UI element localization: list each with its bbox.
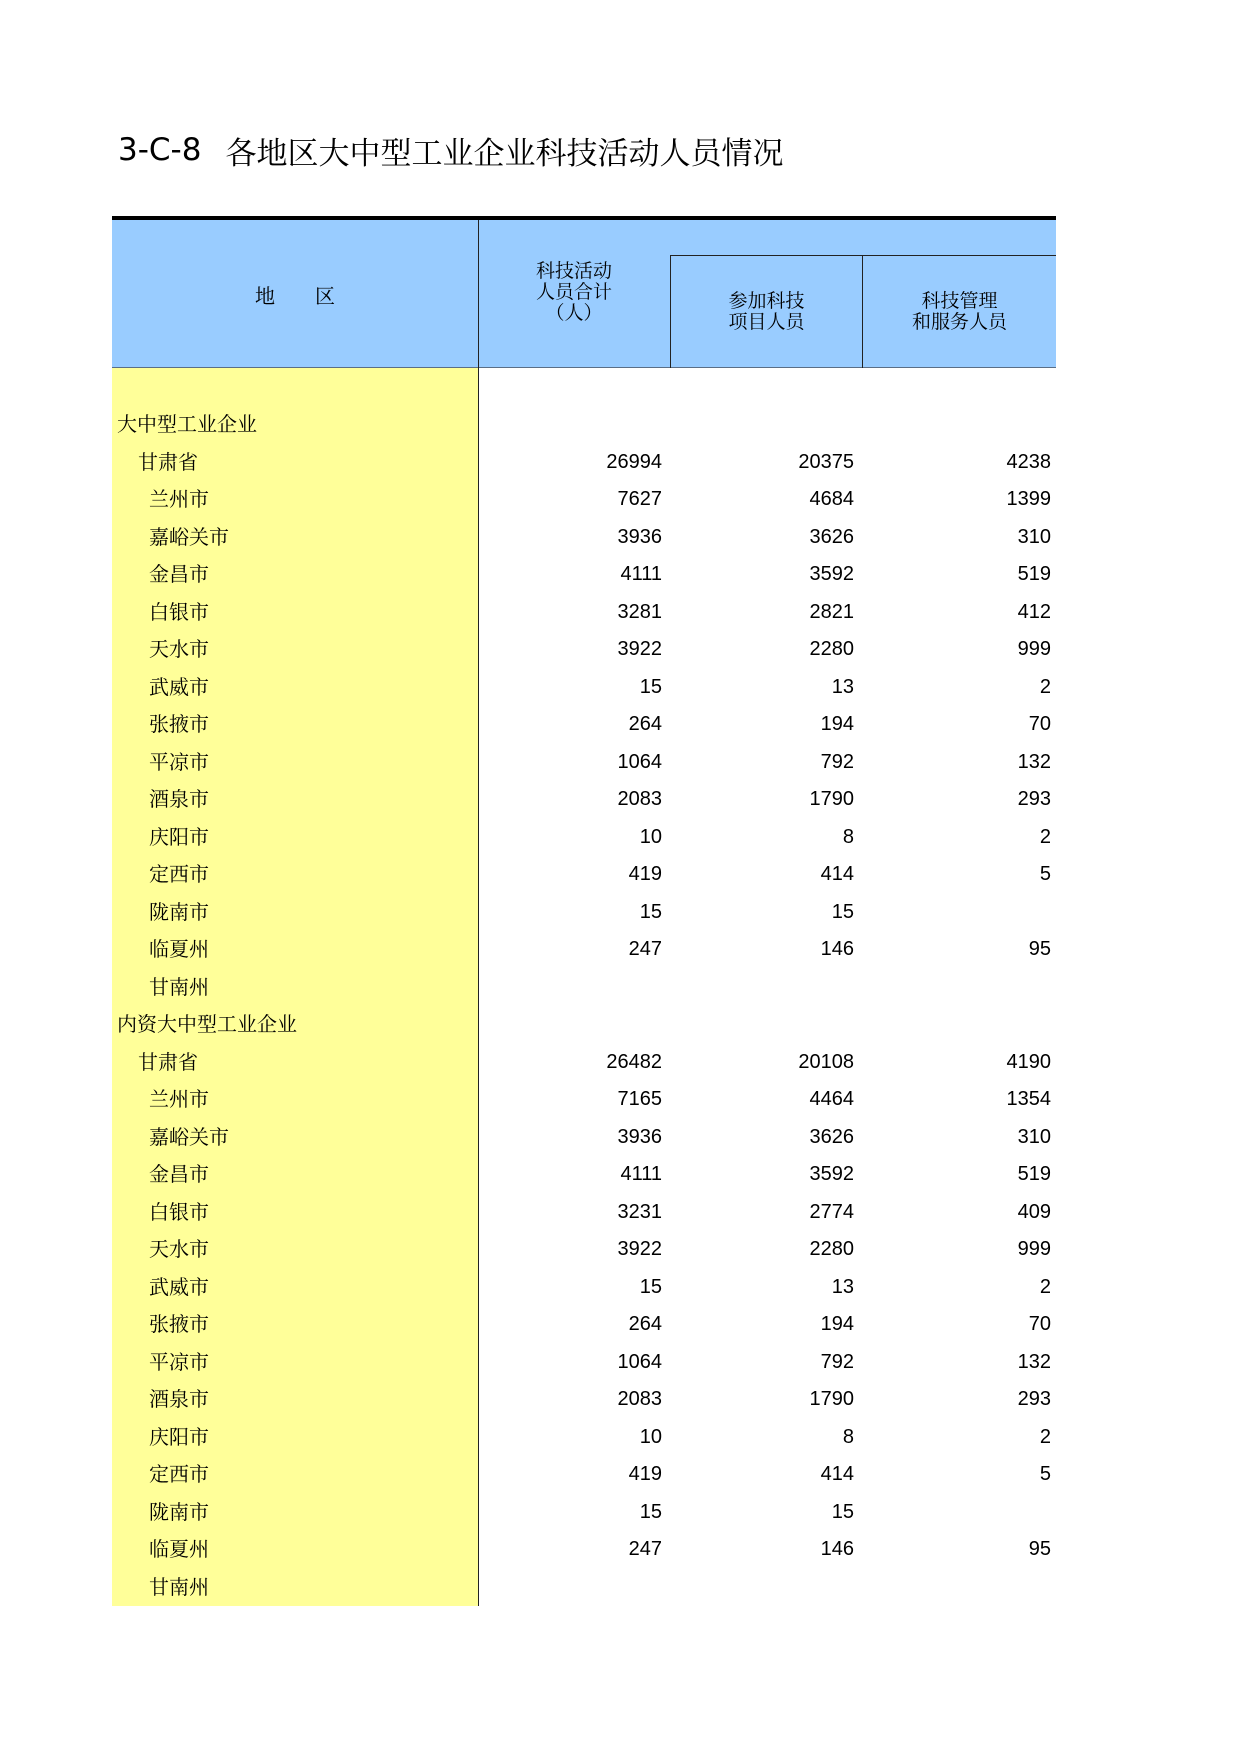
- management-value: [864, 1569, 1051, 1606]
- management-value: 999: [1017, 638, 1051, 660]
- total-value: 15: [639, 675, 662, 698]
- table-row: [112, 819, 1056, 856]
- table-row: [112, 706, 1056, 743]
- management-value: [864, 894, 1051, 931]
- table-row: [112, 1569, 1056, 1606]
- management-value: 5: [1039, 863, 1051, 885]
- header-project-line: 项目人员: [728, 311, 805, 333]
- total-value: [479, 969, 662, 1006]
- region-label: 嘉峪关市: [149, 1124, 229, 1149]
- region-label: 嘉峪关市: [149, 524, 229, 549]
- region-label: 庆阳市: [149, 824, 209, 849]
- project-value: 20375: [798, 450, 854, 473]
- table-row: [112, 969, 1056, 1006]
- project-value: [672, 1569, 854, 1606]
- table-row: [112, 594, 1056, 631]
- project-value: 8: [842, 825, 854, 848]
- management-value: [864, 969, 1051, 1006]
- total-value: 1064: [617, 750, 662, 773]
- project-value: 13: [831, 1275, 854, 1298]
- table-row: [112, 631, 1056, 668]
- region-label: 定西市: [149, 862, 209, 886]
- total-value: 3922: [617, 1238, 662, 1260]
- total-value: 1064: [617, 1350, 662, 1373]
- table-row: [112, 669, 1056, 706]
- header-total-line: 人员合计: [535, 280, 612, 303]
- total-value: 10: [639, 1425, 662, 1448]
- project-value: 792: [820, 750, 854, 773]
- region-label: 白银市: [149, 1199, 209, 1224]
- header-total-line: （人）: [545, 301, 603, 324]
- table-row: [112, 931, 1056, 968]
- region-label: 平凉市: [149, 1349, 209, 1374]
- project-value: 3626: [809, 1125, 854, 1148]
- region-label: 临夏州: [149, 1537, 209, 1561]
- region-label: 临夏州: [149, 937, 209, 961]
- management-value: 310: [1017, 525, 1051, 548]
- management-value: [864, 406, 1051, 443]
- header-total: [478, 256, 670, 328]
- table-row: [112, 1306, 1056, 1343]
- region-label: 兰州市: [149, 1087, 209, 1111]
- region-label: 甘南州: [149, 974, 209, 999]
- region-label: 甘南州: [149, 1574, 209, 1599]
- page-title: [118, 128, 783, 172]
- table-row: [112, 1081, 1056, 1118]
- project-value: 15: [831, 900, 854, 923]
- header-project: [671, 256, 862, 368]
- region-label: 内资大中型工业企业: [117, 1012, 297, 1036]
- region-label: 白银市: [149, 599, 209, 624]
- total-value: [479, 406, 662, 443]
- total-value: 4111: [620, 563, 662, 585]
- management-value: [864, 1494, 1051, 1531]
- table-row: [112, 481, 1056, 518]
- total-value: 247: [628, 938, 662, 960]
- project-value: 1790: [809, 788, 854, 810]
- project-value: 1790: [809, 1388, 854, 1410]
- table-row: [112, 1231, 1056, 1268]
- project-value: 194: [820, 713, 854, 735]
- region-label: 酒泉市: [149, 787, 209, 811]
- header-region-char: 地: [255, 283, 275, 308]
- region-label: 武威市: [149, 674, 209, 699]
- project-value: [672, 1006, 854, 1043]
- management-value: 132: [1017, 1350, 1051, 1373]
- project-value: 792: [820, 1350, 854, 1373]
- project-value: 2280: [809, 1238, 854, 1260]
- management-value: 70: [1028, 1313, 1051, 1335]
- table-row: [112, 1381, 1056, 1418]
- project-value: 4684: [809, 488, 854, 510]
- table-row: [112, 1006, 1056, 1043]
- table-row: [112, 556, 1056, 593]
- header-region: [112, 220, 478, 368]
- table-row: [112, 406, 1056, 443]
- header-management-line: 科技管理: [921, 290, 998, 312]
- total-value: 26994: [606, 450, 662, 473]
- management-value: 5: [1039, 1463, 1051, 1485]
- header-project-line: 参加科技: [728, 290, 805, 312]
- total-value: 264: [628, 713, 662, 735]
- total-value: 26482: [606, 1050, 662, 1073]
- region-label: 定西市: [149, 1462, 209, 1486]
- project-value: 2821: [809, 600, 854, 623]
- header-management-line: 和服务人员: [911, 311, 1007, 333]
- region-label: 酒泉市: [149, 1387, 209, 1411]
- table-row: [112, 519, 1056, 556]
- region-label: 金昌市: [149, 562, 209, 586]
- management-value: 132: [1017, 750, 1051, 773]
- management-value: 293: [1017, 788, 1051, 810]
- table-row: [112, 1419, 1056, 1456]
- total-value: 7165: [617, 1088, 662, 1110]
- total-value: 264: [628, 1313, 662, 1335]
- table-row: [112, 1119, 1056, 1156]
- table-row: [112, 856, 1056, 893]
- table-row: [112, 744, 1056, 781]
- management-value: 2: [1039, 1275, 1051, 1298]
- project-value: 20108: [798, 1050, 854, 1073]
- region-label: 天水市: [149, 637, 209, 661]
- table-row: [112, 444, 1056, 481]
- total-value: 419: [628, 863, 662, 885]
- region-label: 大中型工业企业: [117, 412, 257, 436]
- header-management: [863, 256, 1056, 368]
- total-value: 10: [639, 825, 662, 848]
- region-label: 甘肃省: [138, 449, 198, 474]
- management-value: 1399: [1006, 488, 1051, 510]
- table-row: [112, 1344, 1056, 1381]
- region-label: 兰州市: [149, 487, 209, 511]
- management-value: 95: [1028, 938, 1051, 960]
- header-total-line: 科技活动: [535, 259, 612, 282]
- management-value: 519: [1017, 1163, 1051, 1185]
- total-value: 4111: [620, 1163, 662, 1185]
- management-value: [864, 1006, 1051, 1043]
- total-value: 3231: [617, 1200, 662, 1223]
- table-row: [112, 781, 1056, 818]
- table-row: [112, 1269, 1056, 1306]
- project-value: [672, 406, 854, 443]
- management-value: 999: [1017, 1238, 1051, 1260]
- management-value: 2: [1039, 675, 1051, 698]
- region-label: 张掖市: [149, 712, 209, 736]
- table-row: [112, 1456, 1056, 1493]
- region-label: 庆阳市: [149, 1424, 209, 1449]
- project-value: 146: [820, 1538, 854, 1560]
- project-value: 3626: [809, 525, 854, 548]
- total-value: 2083: [617, 788, 662, 810]
- total-value: 3281: [617, 600, 662, 623]
- table-row: [112, 1531, 1056, 1568]
- project-value: 15: [831, 1500, 854, 1523]
- total-value: 419: [628, 1463, 662, 1485]
- management-value: 70: [1028, 713, 1051, 735]
- management-value: 2: [1039, 825, 1051, 848]
- table-code: 3-C-8: [118, 132, 202, 168]
- total-value: [479, 1569, 662, 1606]
- total-value: 15: [639, 900, 662, 923]
- project-value: 414: [820, 1463, 854, 1485]
- management-value: 310: [1017, 1125, 1051, 1148]
- project-value: 2774: [809, 1200, 854, 1223]
- region-label: 陇南市: [149, 1499, 209, 1524]
- table-title: 各地区大中型工业企业科技活动人员情况: [225, 135, 784, 172]
- total-value: 15: [639, 1500, 662, 1523]
- management-value: 4238: [1006, 450, 1051, 473]
- total-value: [479, 1006, 662, 1043]
- project-value: 146: [820, 938, 854, 960]
- region-label: 张掖市: [149, 1312, 209, 1336]
- project-value: 8: [842, 1425, 854, 1448]
- total-value: 7627: [617, 488, 662, 510]
- project-value: [672, 969, 854, 1006]
- total-value: 3936: [617, 1125, 662, 1148]
- table-row: [112, 1044, 1056, 1081]
- management-value: 293: [1017, 1388, 1051, 1410]
- region-label: 金昌市: [149, 1162, 209, 1186]
- table-row: [112, 894, 1056, 931]
- project-value: 13: [831, 675, 854, 698]
- management-value: 2: [1039, 1425, 1051, 1448]
- project-value: 3592: [809, 563, 854, 585]
- management-value: 412: [1017, 600, 1051, 623]
- region-label: 陇南市: [149, 899, 209, 924]
- region-label: 平凉市: [149, 749, 209, 774]
- region-label: 甘肃省: [138, 1049, 198, 1074]
- project-value: 4464: [809, 1088, 854, 1110]
- management-value: 409: [1017, 1200, 1051, 1223]
- project-value: 414: [820, 863, 854, 885]
- total-value: 3936: [617, 525, 662, 548]
- project-value: 2280: [809, 638, 854, 660]
- total-value: 247: [628, 1538, 662, 1560]
- table-row: [112, 1156, 1056, 1193]
- project-value: 194: [820, 1313, 854, 1335]
- total-value: 3922: [617, 638, 662, 660]
- management-value: 519: [1017, 563, 1051, 585]
- management-value: 95: [1028, 1538, 1051, 1560]
- management-value: 4190: [1006, 1050, 1051, 1073]
- management-value: 1354: [1006, 1088, 1051, 1110]
- project-value: 3592: [809, 1163, 854, 1185]
- total-value: 2083: [617, 1388, 662, 1410]
- total-value: 15: [639, 1275, 662, 1298]
- table-row: [112, 1494, 1056, 1531]
- region-label: 武威市: [149, 1274, 209, 1299]
- header-region-char: 区: [315, 283, 335, 308]
- table-row: [112, 1194, 1056, 1231]
- region-label: 天水市: [149, 1237, 209, 1261]
